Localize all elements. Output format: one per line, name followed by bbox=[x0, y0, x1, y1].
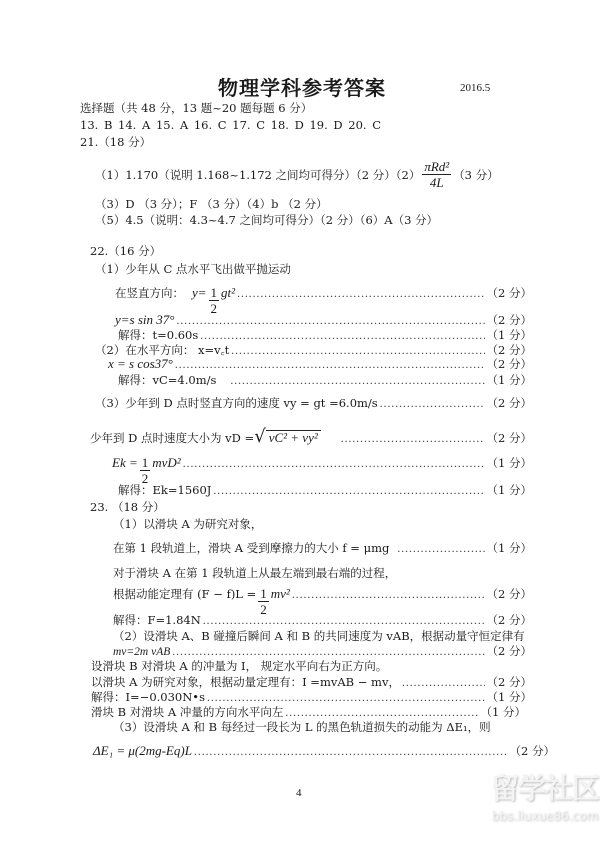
num: 1 bbox=[260, 586, 267, 601]
q22-ysin bbox=[115, 313, 532, 328]
eq: （2）在水平方向： x=v꜀t bbox=[95, 343, 230, 357]
num: 1 bbox=[210, 285, 218, 300]
q22-vd bbox=[90, 426, 532, 447]
eq: ΔE₁ = μ(2mg-Eq)L bbox=[93, 743, 192, 758]
page-title: 物理学科参考答案 bbox=[218, 76, 386, 100]
score: （2 分） bbox=[486, 286, 532, 300]
score: （2 分） bbox=[486, 357, 532, 371]
eq: 解得：F=1.84N bbox=[113, 613, 201, 627]
q23-part3: （3）设滑块 A 和 B 每经过一段长为 L 的黑色轨道损失的动能为 ΔE₁，则 bbox=[113, 720, 491, 734]
q23-delta-e bbox=[93, 744, 555, 759]
leader-dots bbox=[207, 691, 485, 705]
score: （2 分） bbox=[486, 396, 532, 410]
leader-dots bbox=[380, 397, 485, 411]
document-date: 2016.5 bbox=[460, 82, 491, 94]
leader-dots bbox=[172, 645, 484, 659]
q21-frac-num: πRd² bbox=[424, 159, 450, 174]
q23-impulse-theorem bbox=[91, 675, 532, 690]
q23-momentum bbox=[113, 644, 532, 659]
q22-part3 bbox=[95, 396, 532, 411]
leader-dots bbox=[200, 329, 484, 343]
q23-theorem bbox=[113, 587, 532, 616]
leader-dots bbox=[194, 745, 508, 759]
score: （2 分） bbox=[486, 644, 532, 658]
eq: 在第 1 段轨道上，滑块 A 受到摩擦力的大小 f = μmg bbox=[113, 541, 390, 555]
q23-f-solution bbox=[113, 613, 532, 628]
eq-right: mv² bbox=[270, 586, 290, 601]
q23-impulse-def: 设滑块 B 对滑块 A 的冲量为 I， 规定水平向右为正方向。 bbox=[91, 659, 388, 673]
score: （2 分） bbox=[486, 613, 532, 627]
q23-process: 对于滑块 A 在第 1 段轨道上从最左端到最右端的过程， bbox=[113, 566, 397, 580]
eq: 解得：vC=4.0m/s bbox=[118, 373, 217, 387]
leader-dots bbox=[213, 484, 484, 498]
q22-ek-solution bbox=[118, 483, 532, 498]
eq: 解得：t=0.60s bbox=[118, 328, 199, 342]
eq: 解得：Ek=1560J bbox=[118, 483, 212, 497]
q21-line1-score: （3 分） bbox=[453, 167, 499, 182]
score: （1 分） bbox=[486, 690, 532, 704]
q23-part2: （2）设滑块 A、B 碰撞后瞬间 A 和 B 的共同速度为 vAB，根据动量守恒定律有 bbox=[113, 629, 525, 643]
leader-dots bbox=[176, 314, 484, 328]
fraction bbox=[209, 286, 220, 315]
watermark-url: bbs.liuxue86.com bbox=[491, 809, 599, 823]
eq-right: mvD² bbox=[152, 455, 181, 470]
leader-dots bbox=[237, 287, 484, 301]
sqrt-icon: √ bbox=[254, 426, 266, 447]
leader-dots bbox=[341, 432, 485, 446]
q21-frac-den: 4L bbox=[429, 175, 444, 190]
eq: 解得：I=−0.030N•s bbox=[91, 690, 205, 704]
q23-friction bbox=[113, 541, 532, 556]
q22-part1: （1）少年从 C 点水平飞出做平抛运动 bbox=[95, 262, 291, 276]
sqrt-expression bbox=[254, 426, 321, 447]
score: （2 分） bbox=[486, 675, 532, 689]
q22-xcos bbox=[108, 357, 532, 372]
q21-line2: （3）D （3 分）；F （3 分）（4）b （2 分） bbox=[95, 197, 328, 211]
leader-dots bbox=[203, 614, 485, 628]
q22-ek-eq bbox=[112, 456, 532, 485]
leader-dots bbox=[183, 457, 485, 471]
score: （1 分） bbox=[486, 456, 532, 470]
score: （2 分） bbox=[486, 587, 532, 601]
score: （2 分） bbox=[486, 313, 532, 327]
eq: 以滑块 A 为研究对象，根据动量定理有：I =mvAB − mv， bbox=[91, 675, 400, 689]
leader-dots bbox=[231, 344, 484, 358]
leader-dots bbox=[175, 358, 485, 372]
q23-direction bbox=[91, 705, 526, 720]
leader-dots bbox=[397, 542, 484, 556]
q21-heading: 21.（18 分） bbox=[80, 135, 152, 149]
eq-left: 根据动能定理有 (F − f)L = bbox=[113, 587, 257, 601]
fraction bbox=[258, 587, 269, 616]
q22-heading: 22.（16 分） bbox=[90, 244, 162, 258]
leader-dots bbox=[292, 588, 485, 602]
q22-vertical-eq bbox=[115, 286, 532, 315]
den: 2 bbox=[260, 602, 267, 617]
q23-heading: 23. （18 分） bbox=[90, 500, 165, 514]
q21-line3: （5）4.5（说明：4.3~4.7 之间均可得分）（2 分）（6）A（3 分） bbox=[95, 213, 439, 227]
q22-t-solution bbox=[118, 328, 532, 343]
score: （2 分） bbox=[486, 431, 532, 445]
score: （1 分） bbox=[486, 328, 532, 342]
q21-line1 bbox=[95, 160, 499, 189]
eq-left: y= bbox=[192, 285, 207, 300]
q23-part1: （1）以滑块 A 为研究对象， bbox=[113, 517, 263, 531]
leader-dots bbox=[285, 706, 478, 720]
q22-vc-solution bbox=[118, 373, 532, 388]
radicand: vC² + vy² bbox=[266, 430, 321, 445]
choice-heading: 选择题（共 48 分，13 题~20 题每题 6 分） bbox=[80, 101, 313, 115]
eq-left: Ek = bbox=[112, 455, 138, 470]
label: 少年到 D 点时速度大小为 vD = bbox=[90, 431, 255, 445]
den: 2 bbox=[210, 301, 218, 316]
score: （1 分） bbox=[486, 373, 532, 387]
num: 1 bbox=[141, 455, 149, 470]
eq: 滑块 B 对滑块 A 冲量的方向水平向左 bbox=[91, 705, 284, 719]
eq-right: gt² bbox=[221, 285, 236, 300]
den: 2 bbox=[141, 471, 149, 486]
score: （2 分） bbox=[509, 744, 555, 758]
fraction bbox=[140, 456, 151, 485]
score: （2 分） bbox=[486, 343, 532, 357]
q21-fraction bbox=[422, 160, 451, 189]
eq: y=s sin 37° bbox=[115, 312, 175, 327]
choice-answers: 13. B 14. A 15. A 16. C 17. C 18. D 19. D 20. C bbox=[80, 118, 382, 132]
label: 在竖直方向： bbox=[115, 286, 184, 300]
eq: （3）少年到 D 点时竖直方向的速度 vy = gt =6.0m/s bbox=[95, 396, 378, 410]
eq: x = s cos37° bbox=[108, 356, 173, 371]
watermark-text: 留学社区 bbox=[490, 772, 599, 805]
score: （1 分） bbox=[486, 483, 532, 497]
leader-dots bbox=[230, 374, 484, 388]
page-number: 4 bbox=[296, 787, 302, 799]
eq: mv=2m vAB bbox=[113, 646, 171, 658]
watermark-logo bbox=[490, 770, 600, 848]
score: （1 分） bbox=[480, 705, 526, 719]
score: （1 分） bbox=[486, 541, 532, 555]
q21-line1-text: （1）1.170（说明 1.168~1.172 之间均可得分）（2 分）（2） bbox=[95, 167, 421, 182]
q23-i-solution bbox=[91, 690, 532, 705]
leader-dots bbox=[402, 676, 485, 690]
